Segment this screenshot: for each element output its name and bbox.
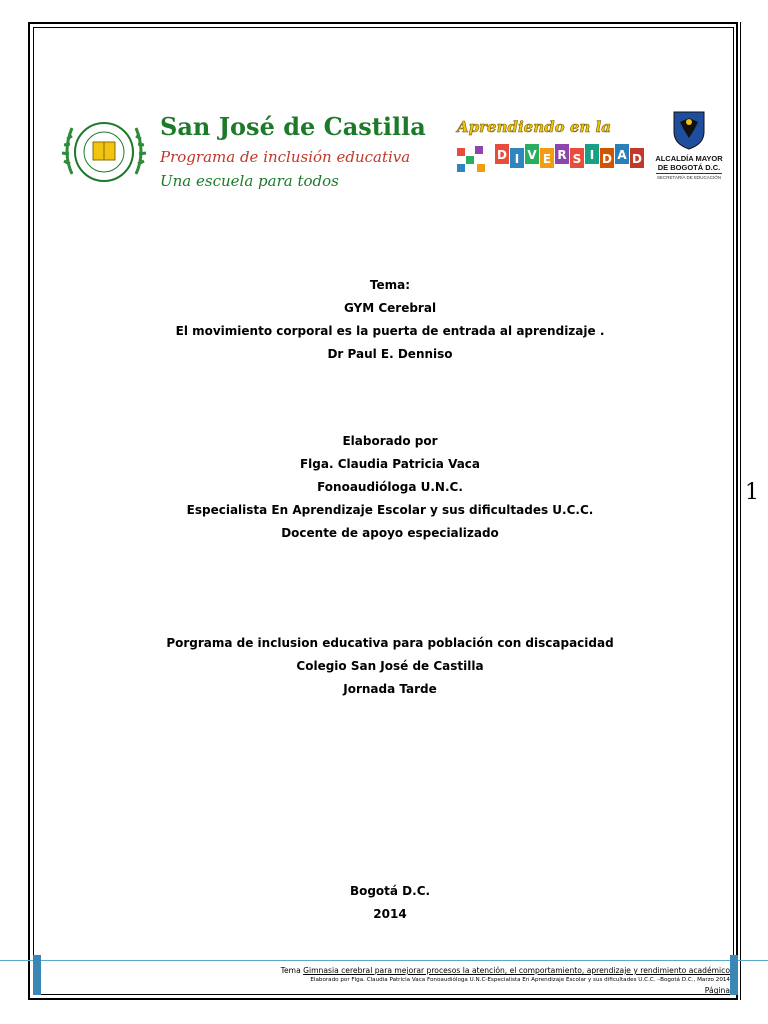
- footer-credit: Elaborado por Flga. Claudia Patricia Vaca Fonoaudióloga U.N.C-Especialista En Aprendizaje Escolar y sus dificultades U.C.C. –Bogotá D.C., Marzo 2014: [310, 977, 730, 983]
- diversity-letter-tile: [540, 148, 554, 168]
- footer-prefix: Tema: [280, 966, 304, 975]
- svg-text:V: V: [527, 148, 537, 162]
- svg-text:D: D: [632, 152, 642, 166]
- author-name: Flga. Claudia Patricia Vaca: [299, 457, 481, 471]
- diversity-logo: [455, 112, 645, 182]
- footer-topic: Gimnasia cerebral para mejorar procesos la atención, el comportamiento, aprendizaje y rendimiento académico: [303, 966, 730, 975]
- author-role-1: Fonoaudióloga U.N.C.: [317, 480, 463, 494]
- diversity-letter-tile: [525, 144, 539, 164]
- secretaria-label: SECRETARÍA DE EDUCACIÓN: [657, 175, 721, 180]
- diversity-letter-tile: [615, 144, 629, 164]
- program-name: Programa de inclusión educativa: [160, 148, 411, 166]
- author-role-3: Docente de apoyo especializado: [281, 526, 499, 540]
- diversity-letter-tile: [630, 148, 644, 168]
- place-year: 2014: [373, 907, 407, 921]
- diversity-letter-tile: [495, 144, 509, 164]
- page-number: 1: [745, 480, 759, 505]
- bogota-shield-icon: [672, 110, 706, 150]
- alcaldia-logo: [648, 110, 730, 190]
- program-line-3: Jornada Tarde: [343, 682, 437, 696]
- svg-text:Aprendiendo en la: Aprendiendo en la: [457, 118, 611, 136]
- svg-text:A: A: [617, 148, 627, 162]
- diversity-letter-tile: [555, 144, 569, 164]
- svg-text:I: I: [514, 152, 520, 166]
- topic-label: Tema:: [369, 278, 411, 292]
- topic-author: Dr Paul E. Denniso: [327, 347, 453, 361]
- diversity-letter-tile: [510, 148, 524, 168]
- svg-text:S: S: [572, 152, 582, 166]
- page-border-right: [740, 22, 741, 1000]
- topic-quote: El movimiento corporal es la puerta de entrada al aprendizaje .: [175, 324, 605, 338]
- topic-title: GYM Cerebral: [343, 301, 437, 315]
- diversity-letter-tile: [585, 144, 599, 164]
- footer-accent-left: [33, 955, 41, 995]
- school-name: San José de Castilla: [160, 112, 426, 141]
- alcaldia-name-1: ALCALDÍA MAYOR: [655, 154, 723, 163]
- footer-accent-right: [730, 955, 738, 995]
- diversity-letter-tile: [570, 148, 584, 168]
- author-role-2: Especialista En Aprendizaje Escolar y sus dificultades U.C.C.: [186, 503, 594, 517]
- author-block: [40, 430, 740, 545]
- program-line-2: Colegio San José de Castilla: [296, 659, 484, 673]
- footer-page-label: Página: [704, 986, 730, 995]
- svg-text:E: E: [542, 152, 552, 166]
- footer-topic-line: [44, 966, 730, 976]
- program-block: [40, 632, 740, 701]
- school-tagline: Una escuela para todos: [160, 172, 339, 190]
- svg-text:I: I: [589, 148, 595, 162]
- svg-text:D: D: [602, 152, 612, 166]
- alcaldia-name-2: DE BOGOTÁ D.C.: [657, 163, 721, 172]
- diversity-letter-tile: [600, 148, 614, 168]
- footer: [44, 966, 730, 997]
- header-logos: [50, 106, 730, 196]
- footer-divider: [0, 960, 768, 961]
- place-city: Bogotá D.C.: [349, 884, 431, 898]
- author-label: Elaborado por: [342, 434, 438, 448]
- program-line-1: Porgrama de inclusion educativa para población con discapacidad: [166, 636, 614, 650]
- svg-text:D: D: [497, 148, 507, 162]
- school-seal-logo: [60, 114, 148, 190]
- place-block: [40, 880, 740, 926]
- svg-text:R: R: [557, 148, 567, 162]
- topic-block: [40, 274, 740, 366]
